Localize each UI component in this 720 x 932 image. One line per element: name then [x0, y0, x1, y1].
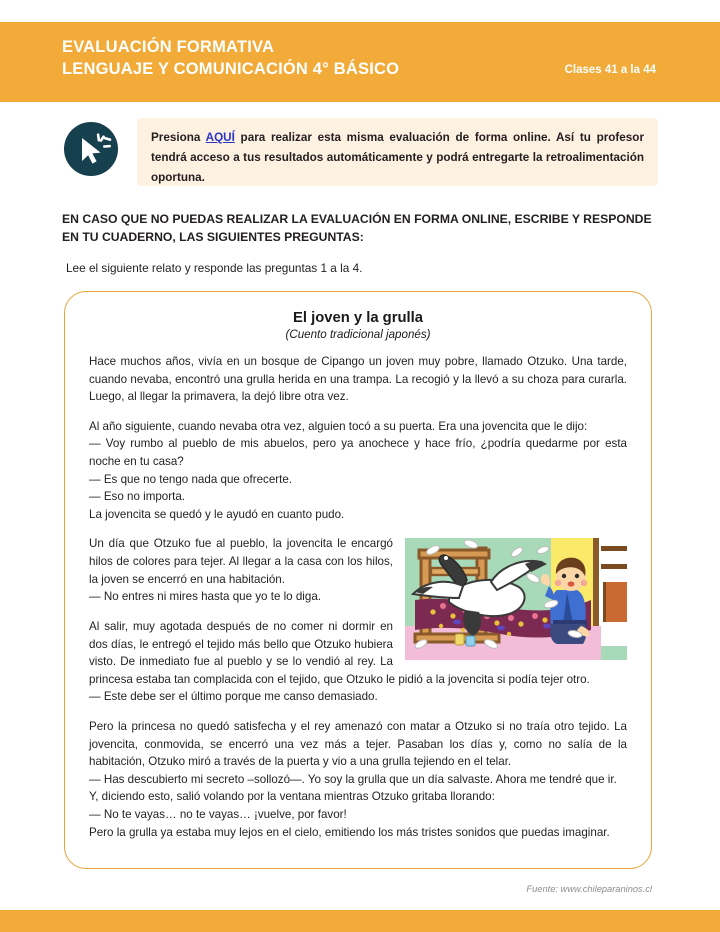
- header-titles: [62, 37, 399, 81]
- footer-band: [0, 910, 720, 932]
- callout-text-after-link: para realizar esta misma evaluación de forma online. Así tu profesor tendrá acceso a tus resultados automáticamente y podrá entregarte la retroalimentación oportuna.: [151, 131, 644, 185]
- crane-weaving-loom-illustration: [405, 538, 627, 660]
- story-paragraph: Pero la princesa no quedó satisfecha y el rey amenazó con matar a Otzuko si no traía otro tejido. La jovencita, conmovida, se encerró una vez más a tejer. Pasaban los días y, como no salía de la habitación, Otzuko miró a través de la puerta y vio a una grulla tejiendo en el telar. — Has descubierto mi secreto –sollozó—. Yo soy la grulla que un día salvaste. Ahora me tendré que ir. Y, diciendo esto, salió volando por la ventana mientras Otzuko gritaba llorando: — No te vayas… no te vayas… ¡vuelve, por favor! Pero la grulla ya estaba muy lejos en el cielo, emitiendo los más tristes sonidos que puedas imaginar.: [89, 719, 627, 839]
- header-title-line-2: LENGUAJE Y COMUNICACIÓN 4° BÁSICO: [62, 59, 400, 78]
- header-title-line-1: EVALUACIÓN FORMATIVA: [62, 38, 275, 56]
- callout-paragraph: [151, 128, 644, 188]
- story-paragraph: Al año siguiente, cuando nevaba otra vez, alguien tocó a su puerta. Era una jovencita que le dijo: — Voy rumbo al pueblo de mis abuelos, pero ya anochece y hace frío, ¿podría quedarme por esta noche en tu casa? — Es que no tengo nada que ofrecerte. — Eso no importa. La jovencita se quedó y le ayudó en cuanto pudo.: [89, 419, 627, 521]
- story-body: [89, 353, 627, 841]
- header-band: [0, 22, 720, 102]
- story-paragraph: Hace muchos años, vivía en un bosque de Cipango un joven muy pobre, llamado Otzuko. Una tarde, cuando nevaba, encontró una grulla herida en una trampa. La recogió y la llevó a su choza para curarla. Luego, al llegar la primavera, la dejó libre otra vez.: [89, 355, 627, 404]
- callout-text-box: [137, 118, 658, 186]
- online-evaluation-callout: [62, 118, 658, 186]
- instruction-heading: EN CASO QUE NO PUEDAS REALIZAR LA EVALUACIÓN EN FORMA ONLINE, ESCRIBE Y RESPONDE EN TU CUADERNO, LAS SIGUIENTES PREGUNTAS:: [62, 212, 652, 245]
- callout-text-before-link: Presiona: [151, 131, 206, 144]
- story-paragraph: Un día que Otzuko fue al pueblo, la jovencita le encargó hilos de colores para tejer. Al llegar a la casa con los hilos, la joven se encerró en una habitación. — No entres ni mires hasta que yo te lo diga.: [89, 537, 393, 604]
- story-subtitle: (Cuento tradicional japonés): [285, 328, 431, 341]
- story-card: [64, 291, 652, 869]
- story-paragraph: Al salir, muy agotada después de no comer ni dormir en dos días, le entregó el tejido más bello que Otzuko hubiera visto. De inmediato fue al pueblo y se lo vendió al rey. La princesa estaba tan complacida con el tejido, que Otzuko le pidió a la jovencita si podía tejer otro. — Este debe ser el último porque me canso demasiado.: [89, 619, 590, 704]
- click-cursor-icon: [62, 120, 120, 178]
- source-credit: Fuente: www.chileparaninos.cl: [526, 884, 652, 894]
- header-classes-label: Clases 41 a la 44: [564, 64, 656, 76]
- read-instruction-line: Lee el siguiente relato y responde las preguntas 1 a la 4.: [66, 261, 363, 275]
- aqui-link[interactable]: AQUÍ: [205, 131, 235, 144]
- story-title: El joven y la grulla: [293, 310, 423, 326]
